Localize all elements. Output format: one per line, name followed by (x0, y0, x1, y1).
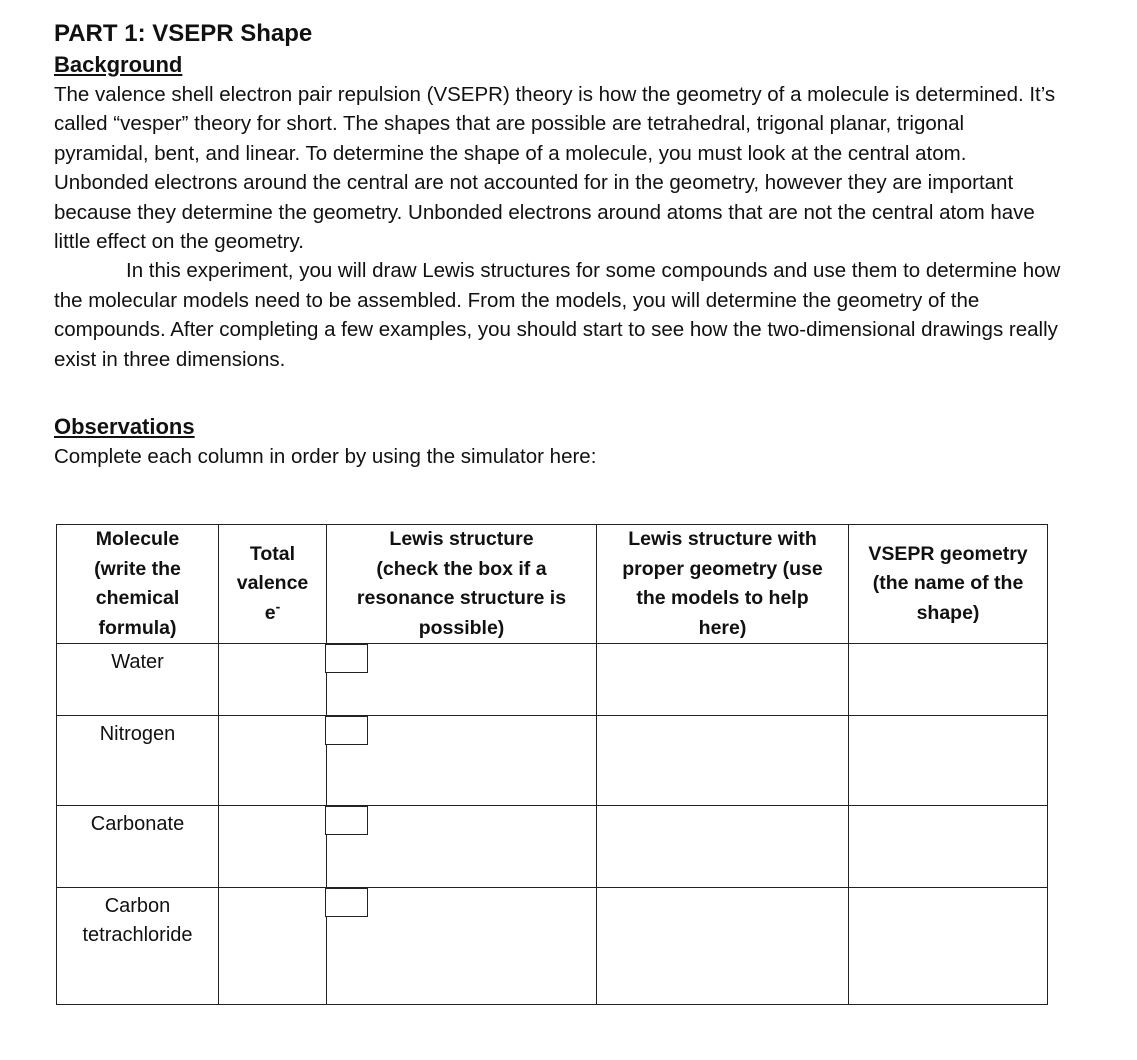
molecule-name: Nitrogen (99, 723, 176, 745)
vsepr-input-cell[interactable] (849, 806, 1048, 888)
lewis-geometry-input-cell[interactable] (597, 888, 849, 1005)
header-total-valence (219, 525, 327, 644)
molecule-name: Water (111, 651, 164, 673)
lewis-input-cell[interactable] (327, 888, 597, 1005)
molecule-name: Carbon tetrachloride (82, 895, 193, 946)
observations-heading: Observations (54, 414, 195, 440)
observations-table-wrapper (56, 524, 1048, 1005)
molecule-cell (57, 644, 219, 716)
table-row (57, 644, 1048, 716)
valence-input-cell[interactable] (219, 716, 327, 806)
molecule-cell (57, 888, 219, 1005)
lewis-input-cell[interactable] (327, 644, 597, 716)
molecule-name: Carbonate (90, 813, 185, 835)
background-heading: Background (54, 52, 183, 77)
lewis-geometry-input-cell[interactable] (597, 716, 849, 806)
background-paragraph-2: In this experiment, you will draw Lewis structures for some compounds and use them to determine how the molecular models need to be assembled. From the models, you will determine the geometry of the compounds. After completing a few examples, you should start to see how the two-dimensional drawings really exist in three dimensions. (54, 259, 1061, 371)
part-title: PART 1: VSEPR Shape (54, 20, 313, 47)
header-total-valence-label: Total valence e (236, 542, 309, 624)
lewis-input-cell[interactable] (327, 806, 597, 888)
observations-table (56, 524, 1048, 1005)
vsepr-input-cell[interactable] (849, 888, 1048, 1005)
table-row (57, 806, 1048, 888)
table-header-row (57, 525, 1048, 644)
observations-instruction: Complete each column in order by using the simulator here: (54, 445, 597, 469)
molecule-cell (57, 716, 219, 806)
vsepr-input-cell[interactable] (849, 716, 1048, 806)
header-total-valence-superscript: - (275, 598, 281, 615)
lewis-geometry-input-cell[interactable] (597, 644, 849, 716)
valence-input-cell[interactable] (219, 806, 327, 888)
header-lewis-geometry: Lewis structure with proper geometry (use the models to help here) (597, 525, 849, 644)
molecule-cell (57, 806, 219, 888)
valence-input-cell[interactable] (219, 644, 327, 716)
valence-input-cell[interactable] (219, 888, 327, 1005)
resonance-checkbox[interactable] (325, 716, 368, 745)
lewis-geometry-input-cell[interactable] (597, 806, 849, 888)
resonance-checkbox[interactable] (325, 644, 368, 673)
table-row (57, 716, 1048, 806)
resonance-checkbox[interactable] (325, 888, 368, 917)
vsepr-input-cell[interactable] (849, 644, 1048, 716)
document-page (54, 18, 1064, 472)
background-paragraph-1: The valence shell electron pair repulsion (VSEPR) theory is how the geometry of a molecule is determined. It’s called “vesper” theory for short. The shapes that are possible are tetrahedral, trigonal planar, trigonal pyramidal, bent, and linear. To determine the shape of a molecule, you must look at the central atom. Unbonded electrons around the central are not accounted for in the geometry, however they are important because they determine the geometry. Unbonded electrons around atoms that are not the central atom have little effect on the geometry. (54, 83, 1056, 254)
header-lewis-structure: Lewis structure (check the box if a resonance structure is possible) (327, 525, 597, 644)
table-row (57, 888, 1048, 1005)
header-molecule: Molecule (write the chemical formula) (57, 525, 219, 644)
lewis-input-cell[interactable] (327, 716, 597, 806)
header-vsepr-geometry: VSEPR geometry (the name of the shape) (849, 525, 1048, 644)
resonance-checkbox[interactable] (325, 806, 368, 835)
